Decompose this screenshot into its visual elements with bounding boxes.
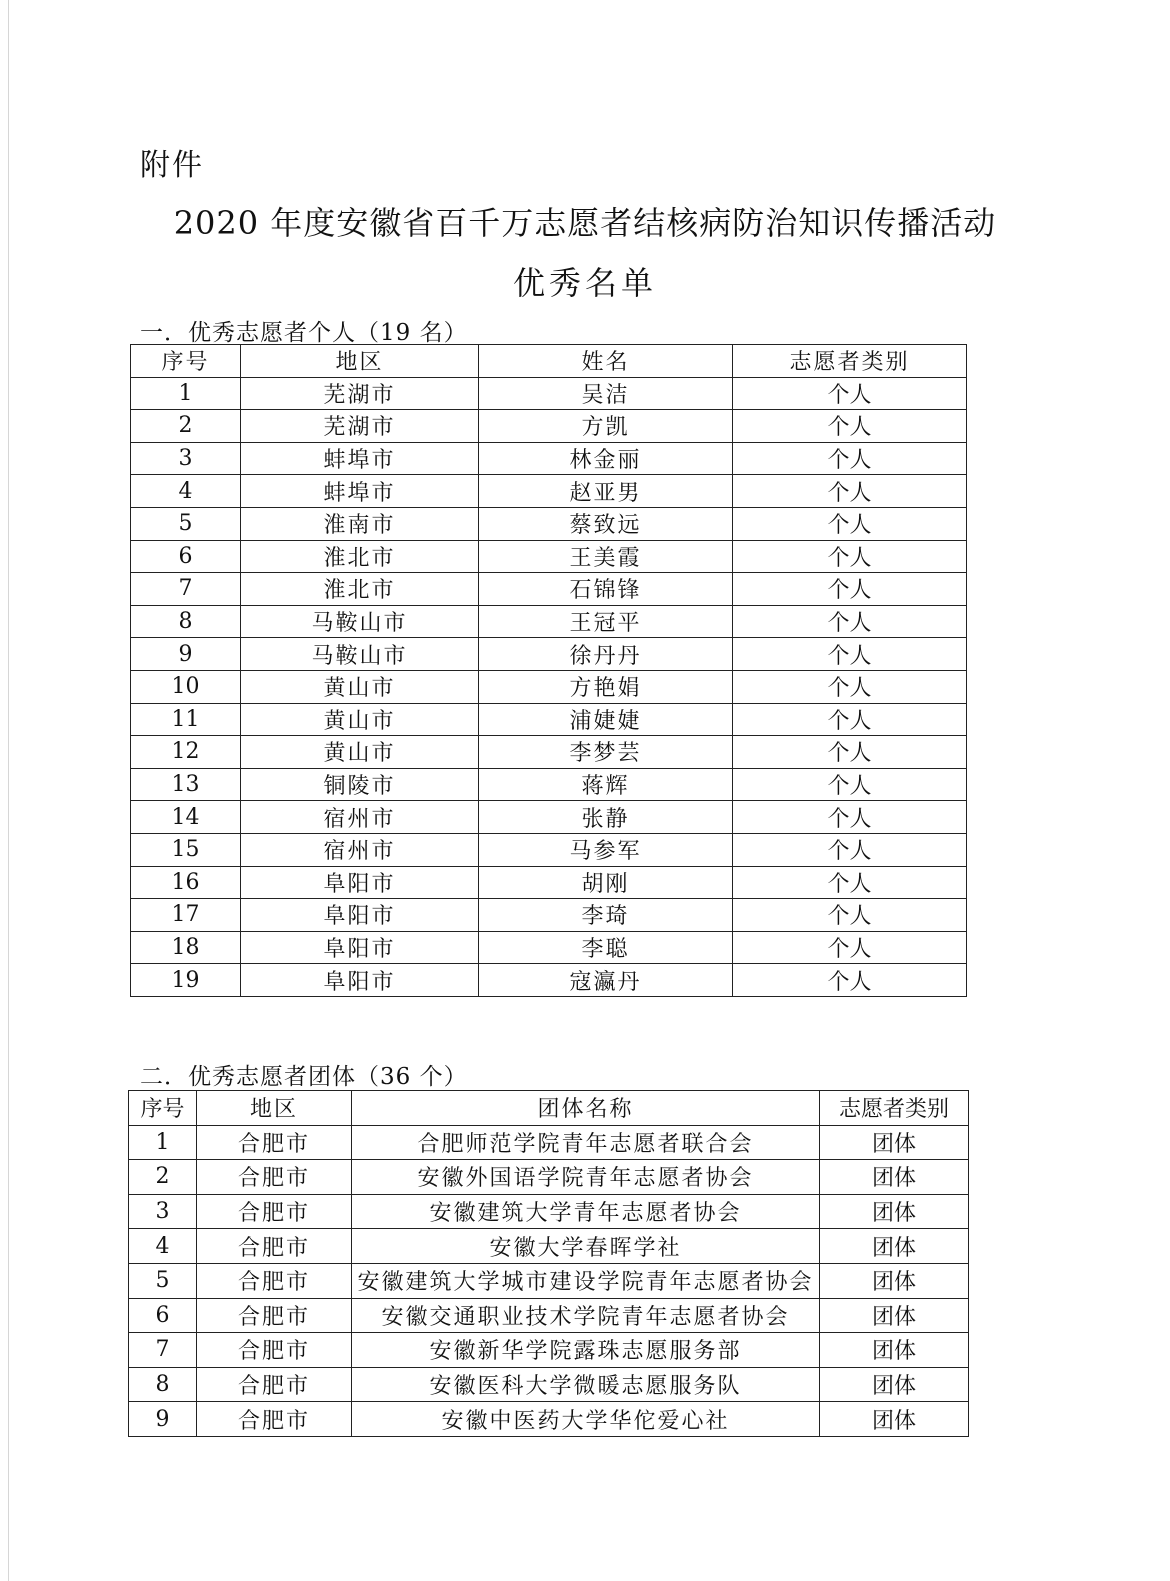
cell-category: 个人 xyxy=(733,899,967,932)
cell-region: 合肥市 xyxy=(197,1402,352,1437)
table-row xyxy=(131,573,967,606)
cell-region: 阜阳市 xyxy=(241,931,479,964)
cell-region: 合肥市 xyxy=(197,1160,352,1195)
column-header-group-name: 团体名称 xyxy=(352,1091,820,1126)
cell-index: 5 xyxy=(131,507,241,540)
cell-name: 胡刚 xyxy=(479,866,733,899)
table-row xyxy=(131,605,967,638)
table-row xyxy=(129,1263,969,1298)
cell-region: 铜陵市 xyxy=(241,768,479,801)
cell-region: 合肥市 xyxy=(197,1333,352,1368)
cell-category: 个人 xyxy=(733,964,967,997)
cell-name: 蒋辉 xyxy=(479,768,733,801)
cell-group-name: 安徽交通职业技术学院青年志愿者协会 xyxy=(352,1298,820,1333)
cell-index: 18 xyxy=(131,931,241,964)
cell-index: 16 xyxy=(131,866,241,899)
column-header-index: 序号 xyxy=(129,1091,197,1126)
cell-category: 团体 xyxy=(820,1298,969,1333)
table-row xyxy=(131,931,967,964)
table-row xyxy=(129,1160,969,1195)
table-row xyxy=(131,507,967,540)
cell-name: 浦婕婕 xyxy=(479,703,733,736)
table-header-row xyxy=(129,1091,969,1126)
cell-region: 合肥市 xyxy=(197,1125,352,1160)
cell-category: 个人 xyxy=(733,833,967,866)
cell-category: 团体 xyxy=(820,1160,969,1195)
table-row xyxy=(129,1125,969,1160)
cell-category: 个人 xyxy=(733,605,967,638)
table-row xyxy=(131,964,967,997)
column-header-region: 地区 xyxy=(197,1091,352,1126)
cell-region: 蚌埠市 xyxy=(241,442,479,475)
table-row xyxy=(131,540,967,573)
cell-name: 寇瀛丹 xyxy=(479,964,733,997)
cell-index: 3 xyxy=(129,1194,197,1229)
cell-region: 合肥市 xyxy=(197,1367,352,1402)
individuals-table xyxy=(130,344,967,997)
cell-index: 12 xyxy=(131,736,241,769)
cell-region: 淮北市 xyxy=(241,540,479,573)
cell-name: 蔡致远 xyxy=(479,507,733,540)
cell-index: 4 xyxy=(129,1229,197,1264)
table-row xyxy=(131,638,967,671)
table-row xyxy=(129,1367,969,1402)
cell-index: 4 xyxy=(131,475,241,508)
cell-category: 团体 xyxy=(820,1402,969,1437)
cell-name: 王冠平 xyxy=(479,605,733,638)
cell-index: 1 xyxy=(131,377,241,410)
cell-name: 方艳娟 xyxy=(479,670,733,703)
cell-region: 宿州市 xyxy=(241,833,479,866)
cell-index: 5 xyxy=(129,1263,197,1298)
attachment-label: 附件 xyxy=(140,148,204,183)
cell-index: 6 xyxy=(131,540,241,573)
cell-index: 17 xyxy=(131,899,241,932)
cell-index: 8 xyxy=(129,1367,197,1402)
table-row xyxy=(131,899,967,932)
cell-group-name: 合肥师范学院青年志愿者联合会 xyxy=(352,1125,820,1160)
cell-category: 团体 xyxy=(820,1229,969,1264)
cell-name: 徐丹丹 xyxy=(479,638,733,671)
cell-category: 团体 xyxy=(820,1263,969,1298)
cell-category: 个人 xyxy=(733,670,967,703)
cell-category: 个人 xyxy=(733,638,967,671)
table-row xyxy=(131,410,967,443)
groups-table-body xyxy=(129,1125,969,1436)
cell-region: 马鞍山市 xyxy=(241,638,479,671)
table-row xyxy=(129,1194,969,1229)
cell-group-name: 安徽建筑大学城市建设学院青年志愿者协会 xyxy=(352,1263,820,1298)
section-heading-groups: 二．优秀志愿者团体（36 个） xyxy=(140,1064,468,1090)
cell-category: 个人 xyxy=(733,410,967,443)
cell-name: 林金丽 xyxy=(479,442,733,475)
cell-name: 张静 xyxy=(479,801,733,834)
cell-region: 芜湖市 xyxy=(241,410,479,443)
table-row xyxy=(131,377,967,410)
cell-region: 淮南市 xyxy=(241,507,479,540)
cell-name: 李梦芸 xyxy=(479,736,733,769)
cell-region: 黄山市 xyxy=(241,703,479,736)
cell-category: 个人 xyxy=(733,801,967,834)
cell-category: 个人 xyxy=(733,866,967,899)
cell-region: 合肥市 xyxy=(197,1194,352,1229)
cell-index: 2 xyxy=(129,1160,197,1195)
cell-category: 个人 xyxy=(733,768,967,801)
cell-region: 蚌埠市 xyxy=(241,475,479,508)
cell-index: 19 xyxy=(131,964,241,997)
table-row xyxy=(131,475,967,508)
table-row xyxy=(131,703,967,736)
cell-category: 个人 xyxy=(733,703,967,736)
table-row xyxy=(129,1333,969,1368)
table-row xyxy=(131,670,967,703)
cell-index: 13 xyxy=(131,768,241,801)
cell-index: 11 xyxy=(131,703,241,736)
cell-group-name: 安徽外国语学院青年志愿者协会 xyxy=(352,1160,820,1195)
cell-name: 马参军 xyxy=(479,833,733,866)
cell-group-name: 安徽新华学院露珠志愿服务部 xyxy=(352,1333,820,1368)
cell-region: 黄山市 xyxy=(241,670,479,703)
cell-category: 团体 xyxy=(820,1125,969,1160)
cell-region: 黄山市 xyxy=(241,736,479,769)
cell-category: 个人 xyxy=(733,573,967,606)
cell-region: 马鞍山市 xyxy=(241,605,479,638)
column-header-index: 序号 xyxy=(131,345,241,378)
cell-group-name: 安徽医科大学微暖志愿服务队 xyxy=(352,1367,820,1402)
cell-region: 合肥市 xyxy=(197,1263,352,1298)
table-row xyxy=(131,833,967,866)
table-row xyxy=(131,442,967,475)
section-heading-individuals: 一．优秀志愿者个人（19 名） xyxy=(140,320,468,346)
table-row xyxy=(129,1402,969,1437)
cell-name: 方凯 xyxy=(479,410,733,443)
table-row xyxy=(131,866,967,899)
cell-name: 吴洁 xyxy=(479,377,733,410)
cell-region: 阜阳市 xyxy=(241,866,479,899)
cell-category: 个人 xyxy=(733,475,967,508)
table-row xyxy=(129,1298,969,1333)
cell-category: 团体 xyxy=(820,1333,969,1368)
cell-index: 14 xyxy=(131,801,241,834)
cell-name: 王美霞 xyxy=(479,540,733,573)
document-title: 2020 年度安徽省百千万志愿者结核病防治知识传播活动 xyxy=(173,204,997,242)
column-header-region: 地区 xyxy=(241,345,479,378)
cell-category: 个人 xyxy=(733,931,967,964)
cell-group-name: 安徽建筑大学青年志愿者协会 xyxy=(352,1194,820,1229)
cell-index: 8 xyxy=(131,605,241,638)
cell-region: 阜阳市 xyxy=(241,899,479,932)
cell-index: 10 xyxy=(131,670,241,703)
cell-index: 7 xyxy=(129,1333,197,1368)
column-header-category: 志愿者类别 xyxy=(733,345,967,378)
table-row xyxy=(129,1229,969,1264)
cell-region: 合肥市 xyxy=(197,1229,352,1264)
individuals-table-body xyxy=(131,377,967,996)
cell-index: 1 xyxy=(129,1125,197,1160)
cell-region: 芜湖市 xyxy=(241,377,479,410)
document-subtitle: 优秀名单 xyxy=(512,264,657,302)
cell-group-name: 安徽大学春晖学社 xyxy=(352,1229,820,1264)
cell-category: 团体 xyxy=(820,1194,969,1229)
table-row xyxy=(131,736,967,769)
cell-name: 李琦 xyxy=(479,899,733,932)
cell-region: 淮北市 xyxy=(241,573,479,606)
cell-region: 阜阳市 xyxy=(241,964,479,997)
cell-index: 9 xyxy=(131,638,241,671)
cell-category: 团体 xyxy=(820,1367,969,1402)
cell-index: 3 xyxy=(131,442,241,475)
cell-name: 赵亚男 xyxy=(479,475,733,508)
table-header-row xyxy=(131,345,967,378)
cell-index: 15 xyxy=(131,833,241,866)
cell-index: 7 xyxy=(131,573,241,606)
table-row xyxy=(131,768,967,801)
column-header-name: 姓名 xyxy=(479,345,733,378)
groups-table xyxy=(128,1090,969,1437)
column-header-category: 志愿者类别 xyxy=(820,1091,969,1126)
cell-index: 2 xyxy=(131,410,241,443)
cell-category: 个人 xyxy=(733,736,967,769)
cell-index: 9 xyxy=(129,1402,197,1437)
cell-category: 个人 xyxy=(733,507,967,540)
cell-category: 个人 xyxy=(733,442,967,475)
table-row xyxy=(131,801,967,834)
cell-index: 6 xyxy=(129,1298,197,1333)
cell-category: 个人 xyxy=(733,540,967,573)
cell-name: 李聪 xyxy=(479,931,733,964)
cell-region: 合肥市 xyxy=(197,1298,352,1333)
cell-name: 石锦锋 xyxy=(479,573,733,606)
cell-region: 宿州市 xyxy=(241,801,479,834)
cell-group-name: 安徽中医药大学华佗爱心社 xyxy=(352,1402,820,1437)
cell-category: 个人 xyxy=(733,377,967,410)
